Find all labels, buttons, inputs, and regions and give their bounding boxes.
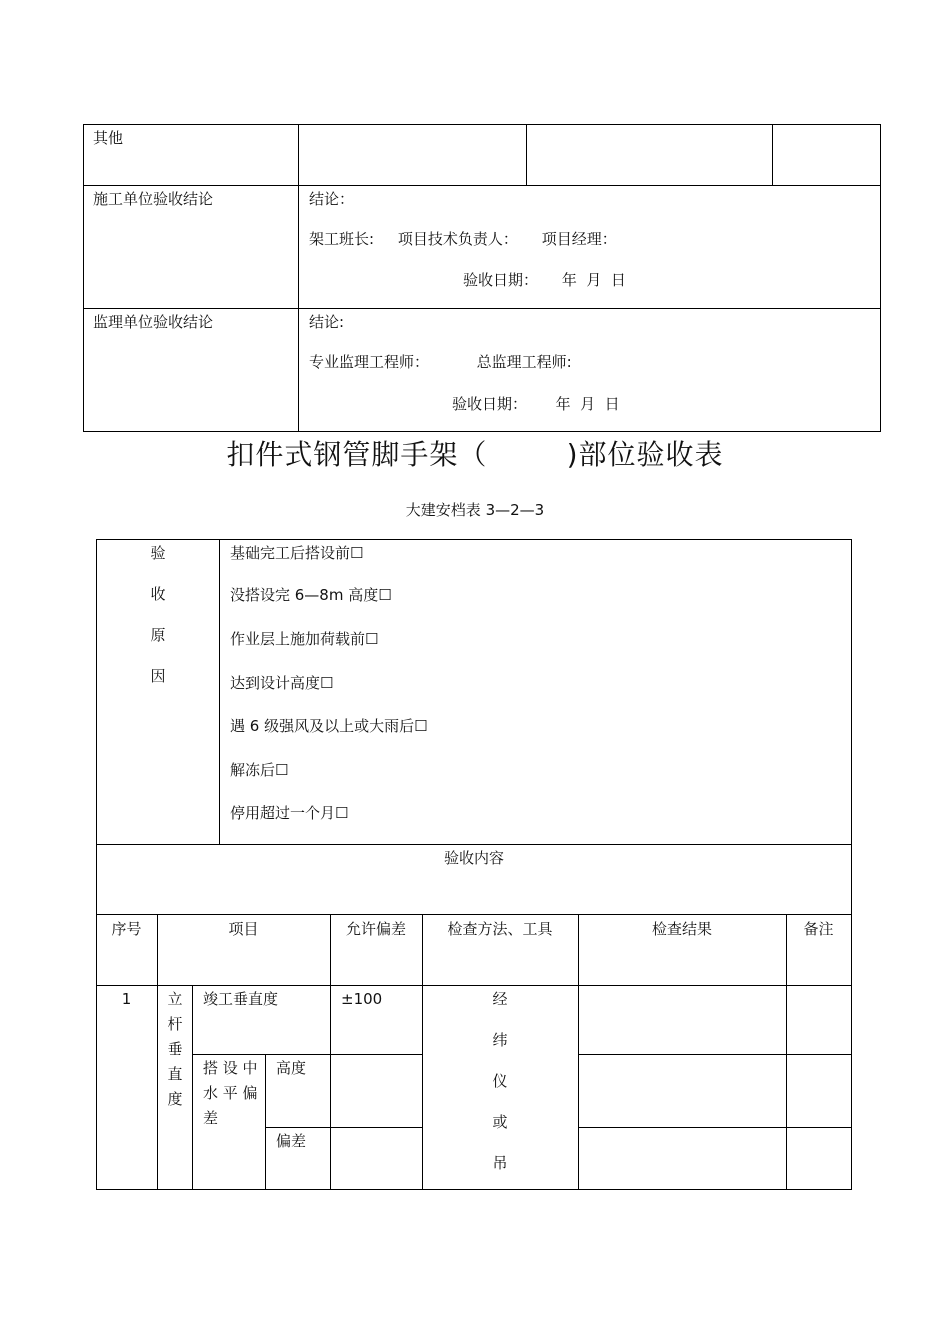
row1-group-char: 垂 [167,1040,183,1058]
row1-group-char: 杆 [167,1015,183,1033]
reason-option-foundation[interactable]: 基础完工后搭设前☐ [230,544,364,562]
table-border [298,124,299,432]
col-tolerance: 允许偏差 [345,920,406,938]
supervision-signers: 专业监理工程师： 总监理工程师: [309,353,572,371]
table-border [578,914,579,1190]
reason-label-char: 验 [150,544,166,562]
table-border [578,1127,852,1128]
col-item: 项目 [228,920,259,938]
table-border [96,539,852,540]
table-border [83,124,84,432]
form-code: 大建安档表 3—2—3 [405,501,545,519]
reason-option-idle[interactable]: 停用超过一个月☐ [230,804,349,822]
table-border [83,124,881,125]
table-border [219,539,220,845]
table-border [772,124,773,186]
row1-sub2a-label: 高度 [276,1059,307,1077]
page-title: 扣件式钢管脚手架（ )部位验收表 [226,438,724,471]
table-border [265,1054,266,1190]
construction-date: 验收日期： 年 月 日 [463,271,626,289]
row1-sub2-label-line: 水 平 偏 [203,1084,258,1102]
reason-option-height[interactable]: 没搭设完 6—8m 高度☐ [230,586,392,604]
table-border [96,914,852,915]
row1-group-char: 直 [167,1065,183,1083]
col-result: 检查结果 [651,920,712,938]
row1-seq: 1 [121,990,132,1008]
table-border [83,185,881,186]
reason-option-wind-rain[interactable]: 遇 6 级强风及以上或大雨后☐ [230,717,428,735]
reason-option-thaw[interactable]: 解冻后☐ [230,761,289,779]
reason-option-design-height[interactable]: 达到设计高度☐ [230,674,334,692]
row1-method-char: 纬 [492,1031,508,1049]
table-border [96,1189,852,1190]
reason-label-char: 原 [150,626,166,644]
reason-option-load[interactable]: 作业层上施加荷载前☐ [230,630,379,648]
table-border [422,914,423,1190]
row1-method-char: 仪 [492,1072,508,1090]
row1-sub2-label-line: 差 [203,1109,219,1127]
reason-label-char: 收 [150,585,166,603]
construction-conclusion: 结论： [309,190,355,208]
table-border [786,914,787,1190]
row-construction-label: 施工单位验收结论 [93,190,214,208]
row1-method-char: 经 [492,990,508,1008]
table-border [157,914,158,1190]
row1-sub2b-label: 偏差 [276,1132,307,1150]
table-border [83,431,881,432]
row-other-label: 其他 [93,129,124,147]
row1-method-char: 或 [492,1113,508,1131]
table-border [526,124,527,186]
table-border [192,985,193,1190]
col-method: 检查方法、工具 [447,920,553,938]
row1-sub1-label: 竣工垂直度 [203,990,279,1008]
table-border [578,1054,852,1055]
row1-sub1-tolerance: ±100 [341,990,383,1008]
table-border [96,985,852,986]
row1-method-char: 吊 [492,1154,508,1172]
supervision-date: 验收日期： 年 月 日 [452,395,620,413]
table-border [265,1127,423,1128]
row1-sub2-label-line: 搭 设 中 [203,1059,258,1077]
construction-signers: 架工班长: 项目技术负责人： 项目经理： [309,230,617,248]
row-supervision-label: 监理单位验收结论 [93,313,214,331]
table-border [330,914,331,1190]
row1-group-char: 度 [167,1090,183,1108]
table-border [880,124,881,432]
supervision-conclusion: 结论: [309,313,345,331]
table-border [83,308,881,309]
table-border [96,844,852,845]
table-border [192,1054,423,1055]
content-header: 验收内容 [443,849,504,867]
reason-label-char: 因 [150,667,166,685]
row1-group-char: 立 [167,990,183,1008]
col-remark: 备注 [803,920,834,938]
col-seq: 序号 [111,920,142,938]
